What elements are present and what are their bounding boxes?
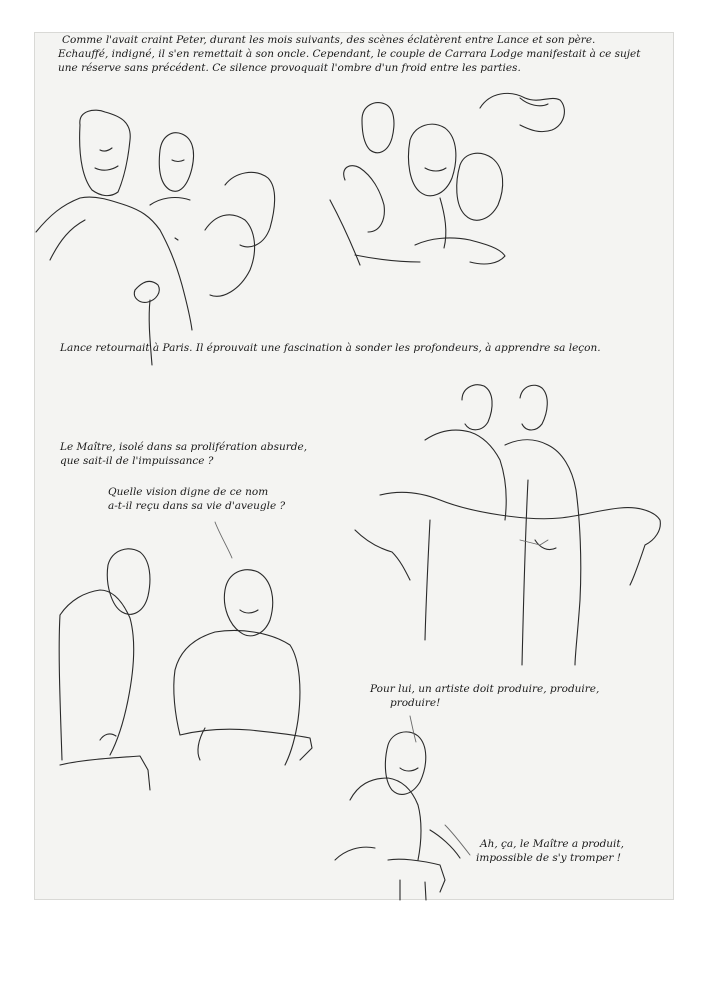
question-line-1: Le Maître, isolé dans sa prolifération absurde, xyxy=(60,441,308,453)
speech-vision-line-2: a-t-il reçu dans sa vie d'aveugle ? xyxy=(108,500,286,512)
speech-vision-line-1: Quelle vision digne de ce nom xyxy=(108,486,269,498)
sketch-woman-and-man xyxy=(59,549,312,790)
intro-line-1: Comme l'avait craint Peter, durant les mois suivants, des scènes éclatèrent entre Lance et son père. xyxy=(62,34,596,46)
speech-maitre-line-1: Ah, ça, le Maître a produit, xyxy=(480,838,624,850)
sketch-carried-figure xyxy=(355,385,660,665)
speech-artist-line-1: Pour lui, un artiste doit produire, produire, xyxy=(370,683,600,695)
sketch-seated-master xyxy=(335,732,460,900)
intro-line-2: Echauffé, indigné, il s'en remettait à son oncle. Cependant, le couple de Carrara Lodge manifestait à ce sujet xyxy=(58,48,641,60)
intro-line-3: une réserve sans précédent. Ce silence provoquait l'ombre d'un froid entre les parties. xyxy=(58,62,521,74)
speech-maitre-line-2: impossible de s'y tromper ! xyxy=(476,852,621,864)
caption-paris: Lance retournait à Paris. Il éprouvait une fascination à sonder les profondeurs, à apprendre sa leçon. xyxy=(60,342,601,354)
sketch-crowd xyxy=(330,93,564,265)
sketch-three-men xyxy=(36,110,275,365)
speech-artist-line-2: produire! xyxy=(390,697,441,709)
question-line-2: que sait-il de l'impuissance ? xyxy=(60,455,214,467)
